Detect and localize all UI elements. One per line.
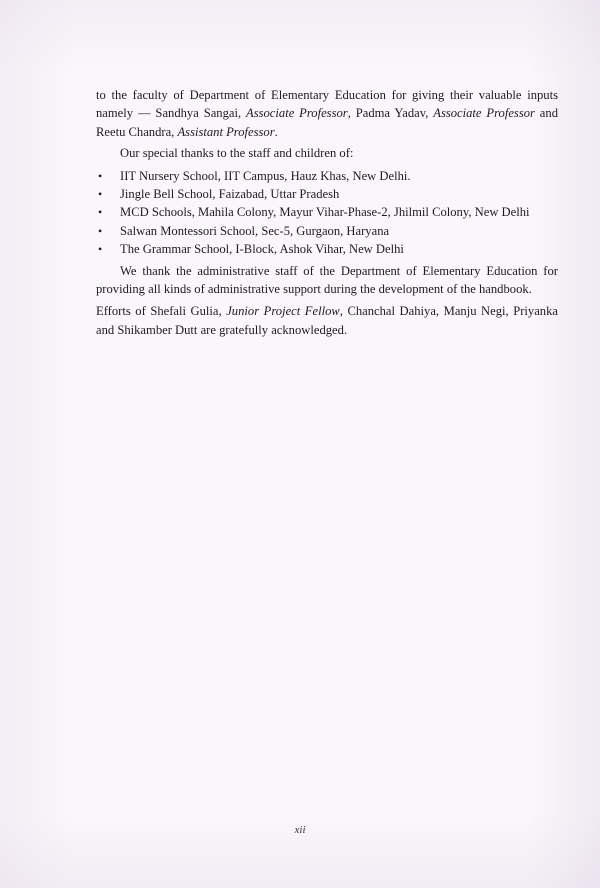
acknowledgement-body: [96, 86, 558, 339]
thanks-intro: Our special thanks to the staff and children of:: [120, 146, 354, 161]
bullet-icon: •: [98, 223, 103, 238]
school-name: The Grammar School, I-Block, Ashok Vihar, New Delhi: [120, 242, 404, 257]
bullet-icon: •: [98, 187, 103, 202]
list-item: [96, 185, 558, 203]
bullet-icon: •: [98, 242, 103, 257]
school-name: MCD Schools, Mahila Colony, Mayur Vihar-Phase-2, Jhilmil Colony, New Delhi: [120, 205, 530, 220]
page-number: xii: [294, 824, 306, 836]
school-name: IIT Nursery School, IIT Campus, Hauz Khas, New Delhi.: [120, 168, 411, 183]
school-list: [96, 167, 558, 259]
faculty-role-2: Associate Professor: [433, 106, 535, 121]
faculty-text-1: to the faculty of Department of Elementary Education for giving their valuable inputs namely — Sandhya Sangai,: [96, 88, 558, 121]
faculty-text-2: , Padma Yadav,: [347, 106, 434, 121]
faculty-paragraph: [96, 86, 558, 141]
faculty-role-3: Assistant Professor: [177, 124, 275, 139]
list-item: [96, 222, 558, 240]
list-item: [96, 240, 558, 258]
faculty-text-3: and Reetu Chandra,: [96, 106, 558, 139]
bullet-icon: •: [98, 168, 103, 183]
efforts-text-1: Efforts of Shefali Gulia,: [96, 304, 227, 319]
efforts-text-2: , Chanchal Dahiya, Manju Negi, Priyanka and Shikamber Dutt are gratefully acknowledged.: [96, 304, 558, 337]
admin-staff-paragraph: We thank the administrative staff of the Department of Elementary Education for providing all kinds of administrative support during the development of the handbook.: [96, 263, 558, 297]
school-name: Salwan Montessori School, Sec-5, Gurgaon, Haryana: [120, 223, 390, 238]
faculty-role-1: Associate Professor: [246, 106, 348, 121]
bullet-icon: •: [98, 205, 103, 220]
school-name: Jingle Bell School, Faizabad, Uttar Pradesh: [120, 187, 340, 202]
list-item: [96, 203, 558, 221]
efforts-role: Junior Project Fellow: [226, 304, 340, 319]
efforts-paragraph: [96, 302, 558, 339]
list-item: [96, 167, 558, 185]
faculty-text-4: .: [274, 124, 278, 139]
